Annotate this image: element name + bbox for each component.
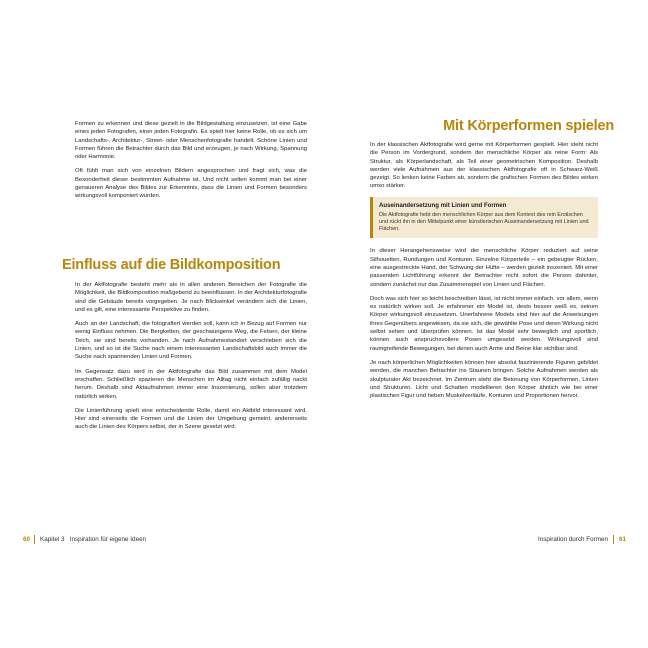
section-heading: Mit Körperformen spielen	[443, 118, 614, 134]
info-box	[370, 197, 598, 239]
paragraph: Doch was sich hier so leicht beschreiben lässt, ist nicht immer einfach, vor allem, wenn es natürlich wirken soll. Je erfahrener ein Model ist, desto besser weiß es, seinen Körper wirkungsvoll einzusetzen. Unerfahrene Models sind hier auf die Anweisungen ihres Gegenübers angewiesen, da sie sich, die gewählte Pose und deren Wirkung nicht selbst sehen und überprüfen können. Ist das Model sehr beweglich und sportlich, können auch anspruchsvollere Posen umgesetzt werden. Wirkungsvoll sind raumgreifende Bewegungen, bei denen auch Arme und Beine klar sichtbar sind.	[370, 295, 598, 352]
section-text	[75, 281, 307, 438]
paragraph: Die Linienführung spielt eine entscheidende Rolle, damit ein Aktbild interessant wird. Hier sind einerseits die Formen und die Linien der Umgebung gemeint, andererseits auch die Linien des Körpers selbst, der in Szene gesetzt wird.	[75, 407, 307, 431]
info-box-text: Die Aktfotografie hebt den menschlichen Körper aus dem Kontext des rein Erotischen und rückt ihn in den Mittelpunkt einer künstlerischen Auseinandersetzung mit Linien und Flächen.	[379, 211, 589, 233]
page-number: 60	[23, 536, 31, 543]
footer-divider	[34, 535, 35, 544]
right-page	[324, 0, 648, 648]
intro-text	[75, 120, 307, 207]
paragraph: In der klassischen Aktfotografie wird gerne mit Körperformen gespielt. Hier steht nicht die Person im Vordergrund, sondern der menschliche Körper als reine Form: Als Struktur, als Körperlandschaft, als Teil einer geometrischen Komposition. Deshalb werden viele Aufnahmen aus der klassischen Aktfotografie oft in Schwarz-Weiß gezeigt. So lenken keine Farben ab, sondern die grafischen Formen des Bildes wirken umso stärker.	[370, 142, 598, 190]
paragraph: Oft fühlt man sich von einzelnen Bildern angesprochen und fragt sich, was die Besonderheit dieser bestimmten Aufnahme ist. Und nicht selten kommt man bei einer genaueren Analyse des Bildes zur Erkenntnis, dass die Linien und Formen besonders wirkungsvoll komponiert wurden.	[75, 168, 307, 200]
paragraph: Je nach körperlichen Möglichkeiten können hier absolut faszinierende Figuren gebildet werden, die manchen Betrachter ins Staunen bringen. Solche Aufnahmen werden als skulpturaler Akt bezeichnet. Im Zentrum steht die Betonung von Körperformen, Linien und Strukturen. Licht und Schatten modellieren den Körper ähnlich wie bei einer plastischen Figur und heben Muskelverläufe, Konturen und Proportionen hervor.	[370, 359, 598, 400]
section-text	[370, 141, 598, 406]
paragraph: In der Aktfotografie besteht mehr als in allen anderen Bereichen der Fotografie die Möglichkeit, die Bildkomposition maßgebend zu beeinflussen. In der Architekturfotografie sind die Gebäude bereits vorgegeben. Je nach Blickwinkel verändern sich die Linien, und es gilt, eine interessante Perspektive zu finden.	[75, 282, 307, 313]
paragraph: Auch an der Landschaft, die fotografiert werden soll, kann ich in Bezug auf Formen nur wenig Einfluss nehmen. Die Bergketten, der geschwungene Weg, die Felsen, der kleine Teich, sie sind bereits vorhanden. Je nach Aufnahmestandort verschieben sich die Linien, und so ist die Suche nach einem interessanten Landschaftsbild auch immer die Suche nach spannenden Linien und Formen.	[75, 321, 307, 361]
paragraph: Formen zu erkennen und diese gezielt in die Bildgestaltung einzusetzen, ist eine Gabe eines jeden Fotografen, einer jeden Fotografin. Es spielt hier keine Rolle, ob es sich um Landschafts-, Architektur-, Street- oder Menschenfotografie handelt. Schöne Linien und Formen führen die Betrachter durch das Bild und erzeugen, je nach Wirkung, Spannung oder Harmonie.	[75, 121, 307, 161]
footer-divider	[613, 535, 614, 544]
paragraph: Im Gegensatz dazu wird in der Aktfotografie das Bild zusammen mit dem Model erschaffen. Schließlich spazieren die Menschen im Alltag nicht einfach zufällig nackt herum. Deshalb sind Aktaufnahmen immer eine Inszenierung, sollen aber trotzdem natürlich wirken.	[75, 368, 307, 400]
paragraph: In dieser Herangehensweise wird der menschliche Körper reduziert auf seine Silhouetten, Rundungen und Konturen. Einzelne Körperteile – ein gebeugter Rücken, eine ausgestreckte Hand, der Schwung der Hüfte – werden gezielt inszeniert. Mit einer passenden Lichtführung erkennt der Betrachter nicht sofort die Person dahinter, sondern zunächst nur das Zusammenspiel von Linien und Flächen.	[370, 248, 598, 288]
chapter-label: Kapitel 3 Inspiration für eigene Ideen	[40, 536, 147, 543]
page-number: 61	[618, 536, 626, 543]
info-box-title: Auseinandersetzung mit Linien und Formen	[379, 201, 507, 209]
section-label: Inspiration durch Formen	[538, 536, 608, 543]
section-heading: Einfluss auf die Bildkomposition	[62, 257, 281, 273]
